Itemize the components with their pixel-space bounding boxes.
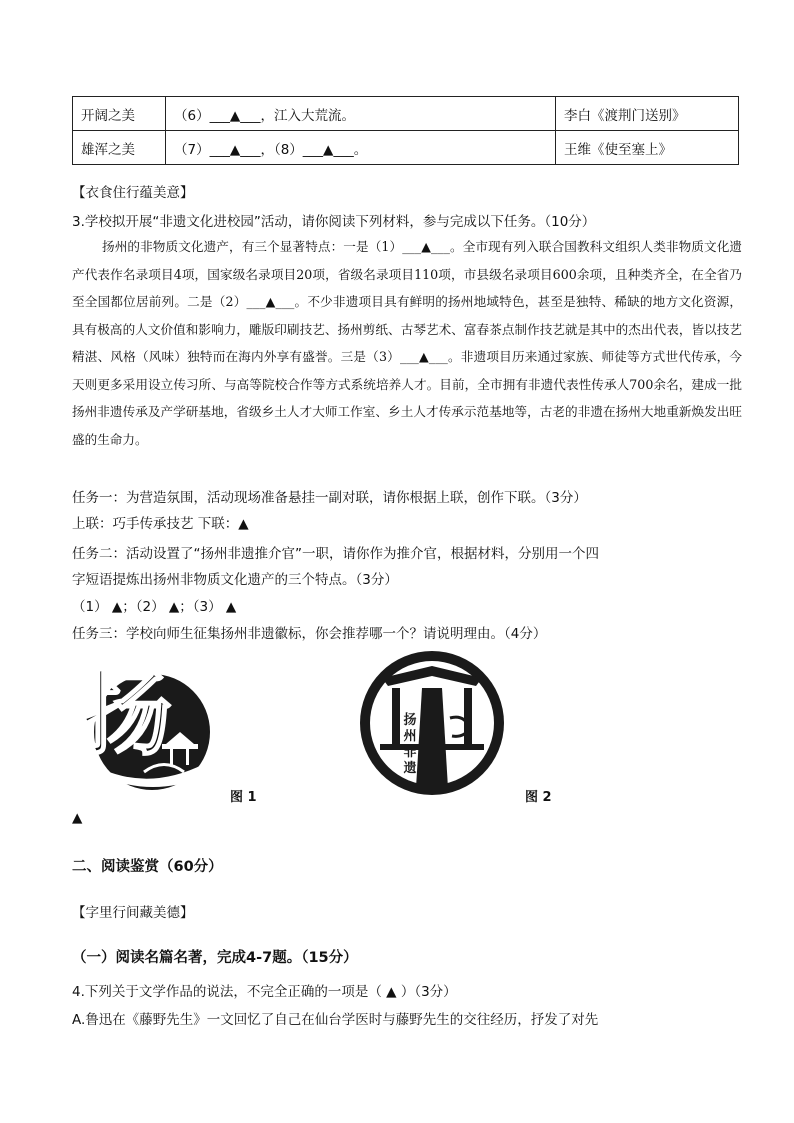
row-source: 王维《使至塞上》	[556, 131, 739, 165]
logo-2-char: 遗	[403, 761, 417, 776]
row-source: 李白《渡荆门送别》	[556, 97, 739, 131]
logo-1-image	[74, 652, 219, 797]
section-heading: 【衣食住行蕴美意】	[72, 185, 194, 201]
passage: 扬州的非物质文化遗产，有三个显著特点：一是（1）___▲___。全市现有列入联合国教科文组织人类非物质文化遗产代表作名录项目4项，国家级名录项目20项，省级名录项目110项，市县级名录项目600余项，且种类齐全，在全省乃至全国都位居前列。二是（2）___▲___。不少非遗项目具有鲜明的扬州地域特色，甚至是独特、稀缺的地方文化资源，具有极高的人文价值和影响力，雕版印刷技艺、扬州剪纸、古琴艺术、富春茶点制作技艺就是其中的杰出代表，皆以技艺精湛、风格（风味）独特而在海内外享有盛誉。三是（3）___▲___。非遗项目历来通过家族、师徒等方式世代传承，今天则更多采用设立传习所、与高等院校合作等方式系统培养人才。目前，全市拥有非遗代表性传承人700余名，建成一批扬州非遗传承及产学研基地，省级乡土人才大师工作室、乡土人才传承示范基地等，古老的非遗在扬州大地重新焕发出旺盛的生命力。	[72, 239, 742, 447]
option-a: A.鲁迅在《藤野先生》一文回忆了自己在仙台学医时与藤野先生的交往经历，抒发了对先	[72, 1012, 599, 1028]
row-blank: （6）___▲___，江入大荒流。	[166, 97, 556, 131]
logo-2-char: 州	[403, 729, 417, 744]
couplet-line: 上联：巧手传承技艺 下联：▲	[72, 516, 249, 532]
section-heading: 【字里行间藏美德】	[72, 905, 194, 921]
question-4: 4.下列关于文学作品的说法，不完全正确的一项是（ ▲ ）（3分）	[72, 984, 457, 1000]
task-2-line-1: 任务二：活动设置了“扬州非遗推介官”一职，请你作为推介官，根据材料，分别用一个四	[72, 546, 599, 562]
task-2-answer: （1） ▲；（2） ▲；（3） ▲	[72, 599, 237, 615]
answer-mark: ▲	[72, 810, 83, 826]
part-heading: 二、阅读鉴赏（60分）	[72, 859, 223, 875]
logo-2-char: 非	[403, 745, 417, 760]
subsection-heading: （一）阅读名篇名著，完成4-7题。（15分）	[72, 950, 358, 966]
logo-1-character: 扬	[80, 660, 173, 768]
logo-2-char: 扬	[403, 713, 417, 728]
figure-1-caption: 图 1	[230, 790, 257, 805]
row-label: 雄浑之美	[73, 131, 166, 165]
question-3-title: 3.学校拟开展“非遗文化进校园”活动，请你阅读下列材料，参与完成以下任务。（10分）	[72, 214, 596, 230]
poem-table	[72, 96, 739, 165]
table-row	[73, 131, 739, 165]
task-1: 任务一：为营造氛围，活动现场准备悬挂一副对联，请你根据上联，创作下联。（3分）	[72, 490, 587, 506]
task-3: 任务三：学校向师生征集扬州非遗徽标，你会推荐哪一个？请说明理由。（4分）	[72, 626, 547, 642]
figure-2-caption: 图 2	[525, 790, 552, 805]
table-row	[73, 97, 739, 131]
row-blank: （7）___▲___，（8）___▲___。	[166, 131, 556, 165]
row-label: 开阔之美	[73, 97, 166, 131]
task-2-line-2: 字短语提炼出扬州非物质文化遗产的三个特点。（3分）	[72, 572, 398, 588]
logo-2-image	[352, 648, 512, 798]
